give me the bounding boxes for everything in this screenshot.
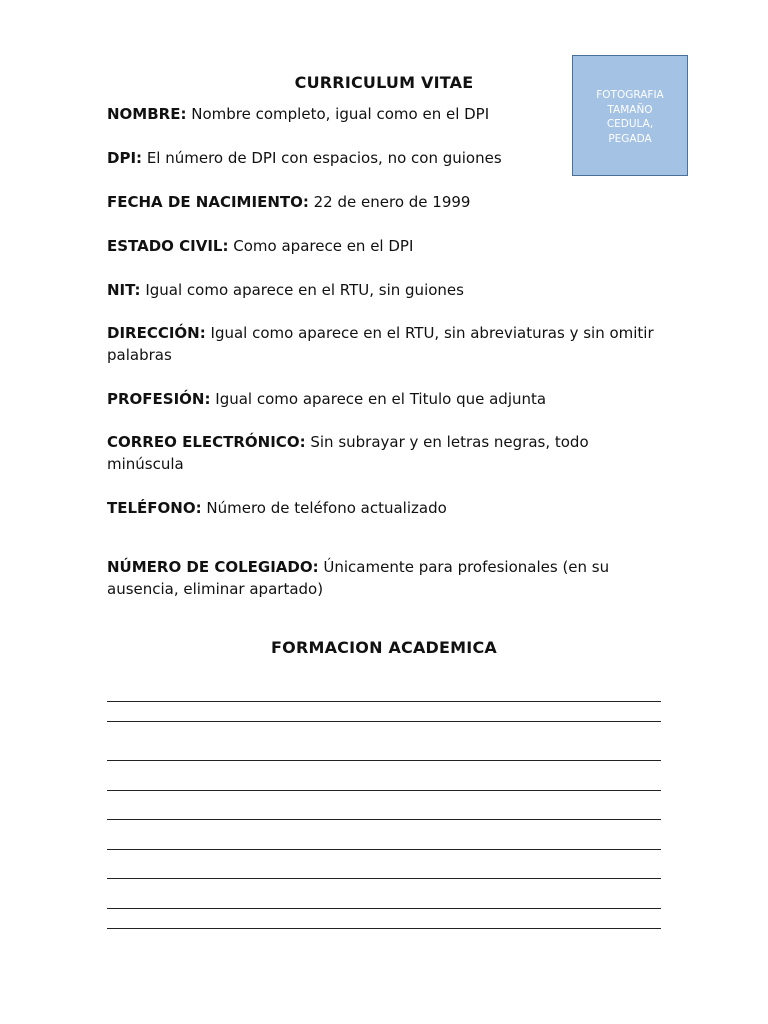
field-profesion <box>107 388 655 410</box>
field-label: NOMBRE: <box>107 105 187 123</box>
photo-placeholder-line: CEDULA, <box>606 118 654 130</box>
field-value: Como aparece en el DPI <box>233 237 414 255</box>
field-correo-electronico <box>107 431 655 475</box>
blank-line <box>107 819 661 820</box>
field-label: PROFESIÓN: <box>107 390 211 408</box>
field-label: TELÉFONO: <box>107 499 202 517</box>
field-value: Sin subrayar y en letras negras, todo minúscula <box>107 433 589 473</box>
field-value: Únicamente para profesionales (en su ausencia, eliminar apartado) <box>107 558 610 598</box>
field-nit <box>107 279 655 301</box>
field-numero-colegiado <box>107 556 655 600</box>
blank-line <box>107 701 661 702</box>
blank-line <box>107 760 661 761</box>
photo-placeholder-line: PEGADA <box>608 132 652 145</box>
field-nombre <box>107 103 655 125</box>
education-section-title: FORMACION ACADEMICA <box>271 638 497 657</box>
field-label: DIRECCIÓN: <box>107 324 206 342</box>
blank-line <box>107 849 661 850</box>
field-direccion <box>107 322 655 366</box>
field-dpi <box>107 147 655 169</box>
field-value: Número de teléfono actualizado <box>206 499 447 517</box>
field-label: DPI: <box>107 149 143 167</box>
photo-placeholder-line: TAMAÑO <box>607 103 653 116</box>
blank-line <box>107 721 661 722</box>
document-title: CURRICULUM VITAE <box>294 73 474 92</box>
blank-line <box>107 928 661 929</box>
field-estado-civil <box>107 235 655 257</box>
photo-placeholder-line: FOTOGRAFIA <box>596 89 664 101</box>
field-value: Igual como aparece en el RTU, sin guiones <box>145 281 464 299</box>
field-value: Igual como aparece en el RTU, sin abreviaturas y sin omitir palabras <box>107 324 654 364</box>
field-label: ESTADO CIVIL: <box>107 237 229 255</box>
field-fecha-nacimiento <box>107 191 655 213</box>
blank-line <box>107 908 661 909</box>
blank-line <box>107 878 661 879</box>
field-label: CORREO ELECTRÓNICO: <box>107 433 306 451</box>
field-label: NIT: <box>107 281 141 299</box>
field-telefono <box>107 497 655 519</box>
blank-line <box>107 790 661 791</box>
field-value: El número de DPI con espacios, no con guiones <box>146 149 502 167</box>
field-label: NÚMERO DE COLEGIADO: <box>107 558 319 576</box>
field-value: 22 de enero de 1999 <box>313 193 471 211</box>
field-label: FECHA DE NACIMIENTO: <box>107 193 309 211</box>
field-value: Nombre completo, igual como en el DPI <box>191 105 490 123</box>
field-value: Igual como aparece en el Titulo que adjunta <box>215 390 547 408</box>
